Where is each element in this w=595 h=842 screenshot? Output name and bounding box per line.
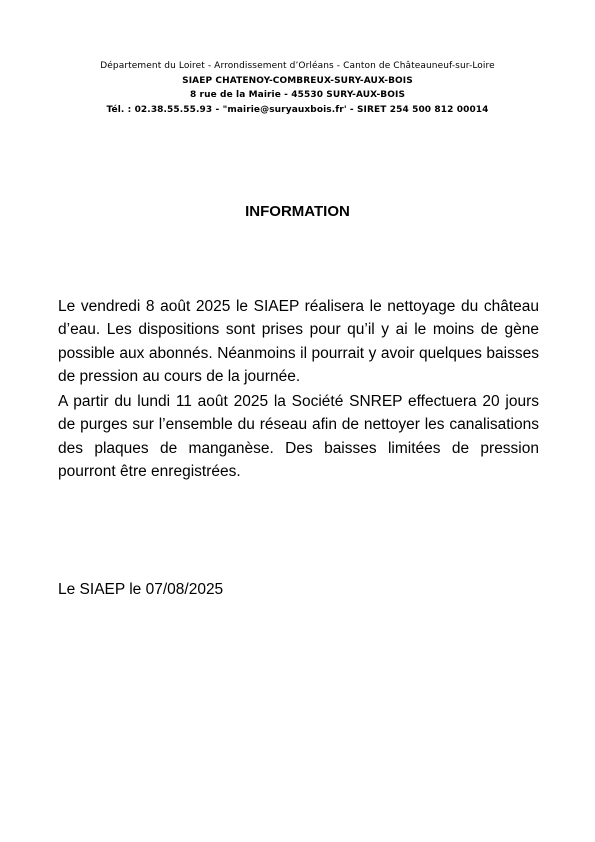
letterhead-contact-line: Tél. : 02.38.55.55.93 - "mairie@suryauxbois.fr' - SIRET 254 500 812 00014 [106,104,489,115]
document-title: INFORMATION [245,203,350,220]
letterhead-administrative-line: Département du Loiret - Arrondissement d’Orléans - Canton de Châteauneuf-sur-Loire [100,61,495,71]
body-paragraph: A partir du lundi 11 août 2025 la Société SNREP effectuera 20 jours de purges sur l’ensemble du réseau afin de nettoyer les canalisations des plaques de manganèse. Des baisses limitées de pression pourront être enregistrées. [58,393,539,480]
letterhead [0,59,595,117]
letterhead-organization-name: SIAEP CHATENOY-COMBREUX-SURY-AUX-BOIS [182,75,413,86]
body-paragraph: Le vendredi 8 août 2025 le SIAEP réalisera le nettoyage du château d’eau. Les dispositions sont prises pour qu’il y ai le moins de gène possible aux abonnés. Néanmoins il pourrait y avoir quelques baisses de pression au cours de la journée. [58,298,539,385]
letterhead-address: 8 rue de la Mairie - 45530 SURY-AUX-BOIS [189,90,406,100]
signature-line: Le SIAEP le 07/08/2025 [58,581,224,598]
